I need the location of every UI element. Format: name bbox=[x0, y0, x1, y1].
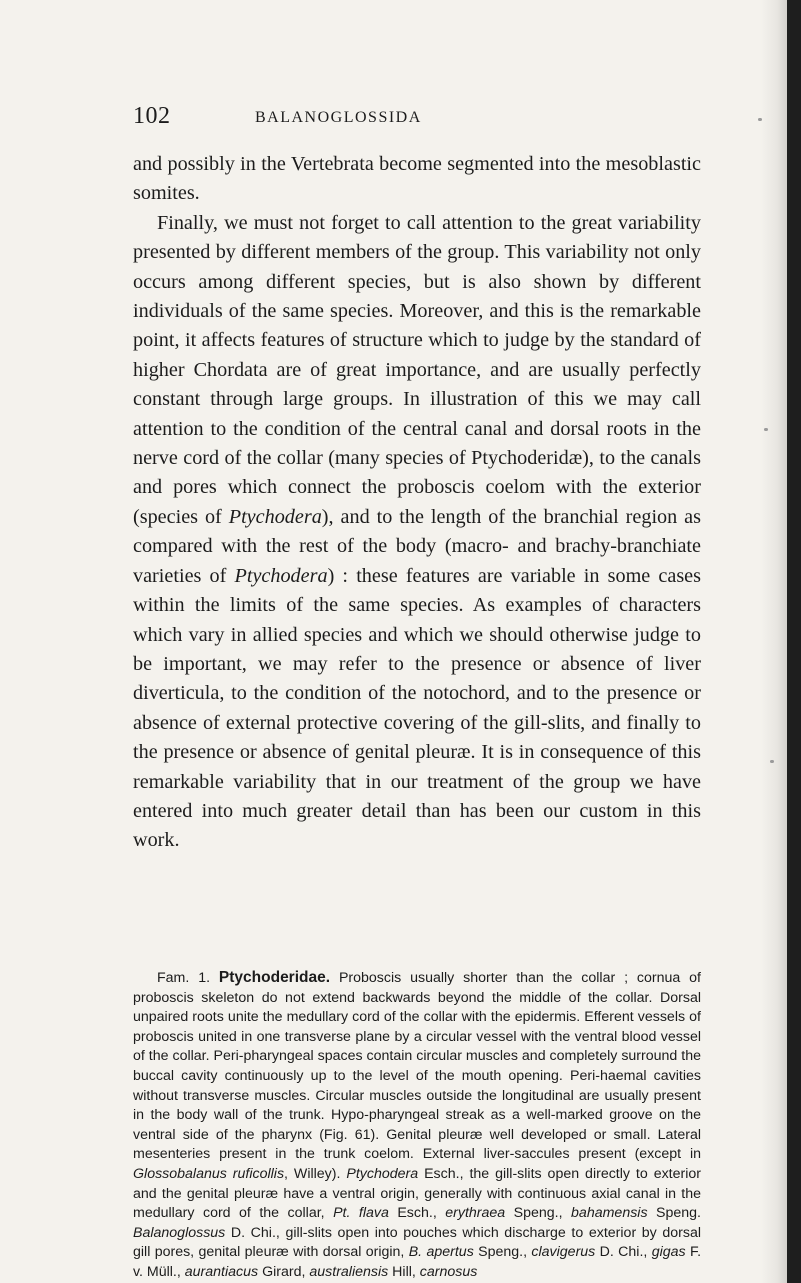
family-text: Speng. bbox=[647, 1205, 701, 1222]
paragraph-2-part-1: Finally, we must not forget to call attention to the great variability presented by different members of the group. This variability not only occurs among different species, but is also shown by different individuals of the same species. Moreover, and this is the remarkable point, it affects features of structure which to judge by the standard of higher Chordata are of great importance, and are usually perfectly constant through large groups. In illustration of this we may call attention to the condition of the central canal and dorsal roots in the nerve cord of the collar (many species of Ptychoderidæ), to the canals and pores which connect the proboscis coelom with the exterior (species of bbox=[133, 211, 701, 528]
taxon-italic: gigas bbox=[651, 1244, 686, 1261]
family-label: Fam. 1. bbox=[157, 970, 211, 986]
taxon-italic: Glossobalanus ruficollis bbox=[133, 1165, 285, 1182]
taxon-italic: Ptychodera bbox=[228, 505, 322, 528]
family-text: Proboscis usually shorter than the collar ; cornua of proboscis skeleton do not extend backwards beyond the middle of the collar. Dorsal unpaired roots unite the medullary cord of the collar with the epidermis. Efferent vessels of proboscis united in one transverse plane by a circular vessel with the ventral blood vessel of the collar. Peri-pharyngeal spaces contain circular muscles and completely surround the buccal cavity continuously up to the level of the mouth opening. Peri-haemal cavities without transverse muscles. Circular muscles outside the longitudinal are usually present in the body wall of the trunk. Hypo-pharyngeal streak as a well-marked groove on the ventral side of the pharynx (Fig. 61). Genital pleuræ well developed or small. Lateral mesenteries present in the trunk coelom. External liver-saccules present (except in bbox=[133, 970, 701, 1163]
family-text: Speng., bbox=[473, 1244, 532, 1261]
family-text: Hill, bbox=[388, 1263, 420, 1280]
paragraph-2 bbox=[133, 209, 701, 856]
taxon-italic: clavigerus bbox=[531, 1244, 596, 1261]
family-text: Esch., bbox=[388, 1205, 446, 1222]
family-description bbox=[133, 968, 701, 1283]
family-text: Girard, bbox=[258, 1263, 310, 1280]
paper-speck bbox=[758, 118, 762, 121]
family-text: Speng., bbox=[505, 1205, 572, 1222]
paragraph-2-part-2: ), and to the length of the branchial region as compared with the rest of the body (macro- and brachy-branchiate varieties of bbox=[133, 505, 701, 587]
family-text: , Willey). bbox=[284, 1165, 347, 1182]
binding-shadow bbox=[787, 0, 801, 1283]
running-head: BALANOGLOSSIDA bbox=[255, 109, 422, 126]
family-name: Ptychoderidae. bbox=[218, 969, 331, 986]
family-text: Esch., the gill-slits open directly to exterior and the genital pleuræ have a ventral origin, generally with continuous axial canal in the medullary cord of the collar, bbox=[133, 1165, 702, 1222]
taxon-italic: australiensis bbox=[309, 1263, 389, 1280]
paper-speck bbox=[770, 760, 774, 763]
taxon-italic: B. apertus bbox=[408, 1244, 474, 1261]
page-number: 102 bbox=[133, 103, 171, 129]
taxon-italic: Pt. flava bbox=[333, 1205, 389, 1222]
taxon-italic: Ptychodera bbox=[346, 1165, 419, 1182]
taxon-italic: bahamensis bbox=[571, 1205, 648, 1222]
family-text: F. v. Müll., bbox=[133, 1244, 702, 1280]
taxon-italic: erythraea bbox=[445, 1205, 506, 1222]
paragraph-2-part-3: ) : these features are variable in some cases within the limits of the same species. As examples of characters which vary in allied species and which we should otherwise judge to be important, we may refer to the presence or absence of liver diverticula, to the condition of the notochord, and to the presence or absence of external protective covering of the gill-slits, and finally to the presence or absence of genital pleuræ. It is in consequence of this remarkable variability that in our treatment of the group we have entered into much greater detail than has been our custom in this work. bbox=[133, 564, 701, 852]
paragraph-1: and possibly in the Vertebrata become segmented into the mesoblastic somites. bbox=[133, 153, 701, 205]
taxon-italic: carnosus bbox=[419, 1263, 478, 1280]
taxon-italic: Ptychodera bbox=[234, 564, 328, 587]
main-text bbox=[133, 150, 701, 856]
paper-speck bbox=[764, 428, 768, 431]
family-paragraph bbox=[133, 968, 701, 1283]
family-text: D. Chi., gill-slits open into pouches which discharge to exterior by dorsal gill pores, genital pleuræ with dorsal origin, bbox=[133, 1224, 701, 1261]
page-header bbox=[133, 103, 693, 133]
taxon-italic: aurantiacus bbox=[184, 1263, 259, 1280]
family-text: D. Chi., bbox=[595, 1244, 652, 1261]
taxon-italic: Balanoglossus bbox=[133, 1224, 226, 1241]
